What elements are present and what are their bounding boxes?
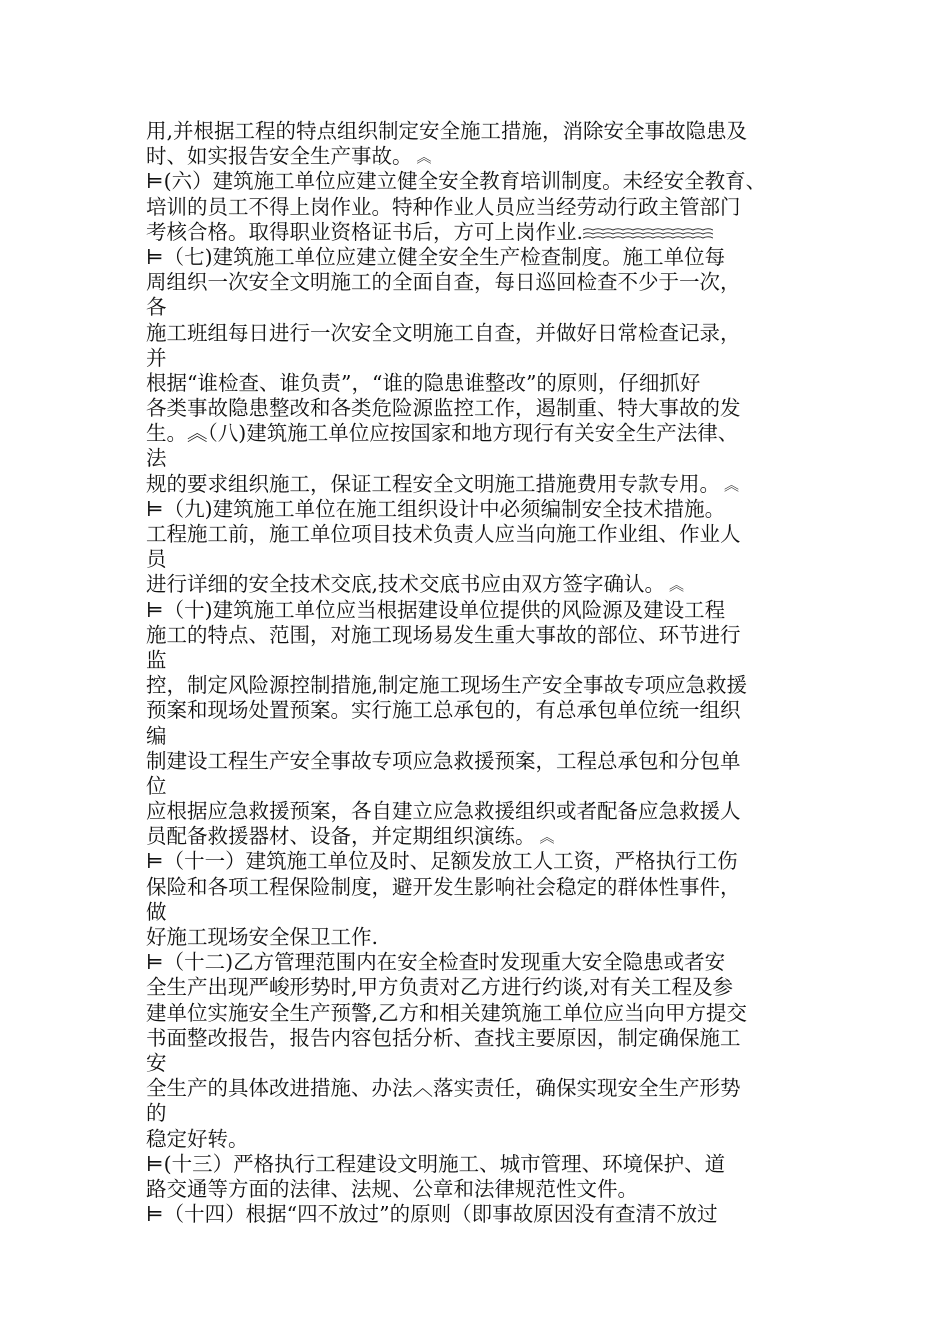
caret-mark-icon: ︽ bbox=[539, 828, 555, 847]
line-text: 好施工现场安全保卫工作. bbox=[146, 925, 379, 949]
text-line bbox=[146, 824, 826, 849]
text-line bbox=[146, 245, 826, 270]
line-text: 应根据应急救援预案，各自建立应急救援组织或者配备应急救援人 bbox=[146, 799, 741, 824]
text-line bbox=[146, 572, 826, 597]
wavy-underline-mark bbox=[583, 227, 713, 241]
line-text: 路交通等方面的法律、法规、公章和法律规范性文件。 bbox=[146, 1176, 638, 1201]
text-line bbox=[146, 1026, 826, 1051]
line-text: ⊨（十一）建筑施工单位及时、足额发放工人工资，严格执行工伤 bbox=[146, 849, 738, 874]
text-line bbox=[146, 270, 826, 295]
text-line bbox=[146, 220, 826, 245]
line-text: 生。︽（八)建筑施工单位应按国家和地方现行有关安全生产法律、 bbox=[146, 421, 739, 446]
line-text: 考核合格。取得职业资格证书后，方可上岗作业. bbox=[146, 219, 584, 244]
text-line bbox=[146, 144, 826, 169]
text-line bbox=[146, 1127, 826, 1152]
line-text: 根据“谁检查、谁负责”，“谁的隐患谁整改”的原则，仔细抓好 bbox=[146, 370, 701, 395]
line-text: 监 bbox=[146, 647, 167, 672]
line-text: 并 bbox=[146, 345, 167, 370]
text-line bbox=[146, 975, 826, 1000]
text-line bbox=[146, 749, 826, 774]
text-line bbox=[146, 598, 826, 623]
line-text: ⊨（九)建筑施工单位在施工组织设计中必须编制安全技术措施。 bbox=[146, 496, 726, 521]
line-text: ⊨（十)建筑施工单位应当根据建设单位提供的风险源及建设工程 bbox=[146, 597, 726, 622]
line-text: 预案和现场处置预案。实行施工总承包的，有总承包单位统一组织 bbox=[146, 698, 741, 723]
text-line bbox=[146, 925, 826, 950]
line-text: ⊨（十二)乙方管理范围内在安全检查时发现重大安全隐患或者安 bbox=[146, 950, 726, 975]
line-text: 做 bbox=[146, 899, 167, 924]
text-line bbox=[146, 1051, 826, 1076]
line-text: 进行详细的安全技术交底,技术交底书应由双方签字确认。 bbox=[146, 572, 666, 597]
text-line bbox=[146, 321, 826, 346]
line-text: 员配备救援器材、设备，并定期组织演练。 bbox=[146, 824, 536, 849]
line-text: 书面整改报告，报告内容包括分析、查找主要原因，制定确保施工 bbox=[146, 1025, 741, 1050]
text-line bbox=[146, 1101, 826, 1126]
line-text: 培训的员工不得上岗作业。特种作业人员应当经劳动行政主管部门 bbox=[146, 194, 741, 219]
text-line bbox=[146, 900, 826, 925]
text-line bbox=[146, 119, 826, 144]
text-line bbox=[146, 497, 826, 522]
line-text: 用,并根据工程的特点组织制定安全施工措施，消除安全事故隐患及 bbox=[146, 119, 748, 143]
line-text: 施工的特点、范围，对施工现场易发生重大事故的部位、环节进行 bbox=[146, 622, 741, 647]
line-text: 建单位实施安全生产预警,乙方和相关建筑施工单位应当向甲方提交 bbox=[146, 1000, 748, 1025]
caret-mark-icon: ︽ bbox=[724, 475, 740, 494]
text-line bbox=[146, 522, 826, 547]
caret-mark-icon: ︽ bbox=[416, 148, 432, 167]
line-text: 制建设工程生产安全事故专项应急救援预案，工程总承包和分包单 bbox=[146, 748, 741, 773]
line-text: 控，制定风险源控制措施,制定施工现场生产安全事故专项应急救援 bbox=[146, 673, 748, 698]
line-text: 稳定好转。 bbox=[146, 1126, 249, 1151]
text-line bbox=[146, 950, 826, 975]
text-line bbox=[146, 673, 826, 698]
text-line bbox=[146, 799, 826, 824]
text-line bbox=[146, 1076, 826, 1101]
text-line bbox=[146, 472, 826, 497]
text-line bbox=[146, 446, 826, 471]
line-text: 各类事故隐患整改和各类危险源监控工作，遏制重、特大事故的发 bbox=[146, 396, 741, 421]
text-line bbox=[146, 648, 826, 673]
text-line bbox=[146, 623, 826, 648]
text-line bbox=[146, 875, 826, 900]
text-line bbox=[146, 421, 826, 446]
text-line bbox=[146, 1001, 826, 1026]
text-line bbox=[146, 1202, 826, 1227]
text-line bbox=[146, 1177, 826, 1202]
text-line bbox=[146, 1152, 826, 1177]
line-text: 施工班组每日进行一次安全文明施工自查，并做好日常检查记录， bbox=[146, 320, 741, 345]
line-text: 全生产出现严峻形势时,甲方负责对乙方进行约谈,对有关工程及参 bbox=[146, 975, 734, 1000]
line-text: 的 bbox=[146, 1101, 167, 1126]
line-text: 法 bbox=[146, 446, 167, 471]
text-line bbox=[146, 774, 826, 799]
text-line bbox=[146, 346, 826, 371]
text-line bbox=[146, 547, 826, 572]
text-line bbox=[146, 849, 826, 874]
line-text: 员 bbox=[146, 547, 167, 572]
line-text: ⊨（七)建筑施工单位应建立健全安全生产检查制度。施工单位每 bbox=[146, 244, 726, 269]
line-text: 周组织一次安全文明施工的全面自查，每日巡回检查不少于一次， bbox=[146, 270, 741, 295]
text-line bbox=[146, 396, 826, 421]
line-text: 工程施工前，施工单位项目技术负责人应当向施工作业组、作业人 bbox=[146, 522, 741, 546]
line-text: ⊨(十三）严格执行工程建设文明施工、城市管理、环境保护、道 bbox=[146, 1151, 726, 1176]
text-line bbox=[146, 698, 826, 723]
line-text: 各 bbox=[146, 295, 167, 320]
line-text: 保险和各项工程保险制度，避开发生影响社会稳定的群体性事件， bbox=[146, 874, 741, 899]
caret-mark-icon: ︽ bbox=[669, 576, 685, 595]
text-line bbox=[146, 724, 826, 749]
text-line bbox=[146, 195, 826, 220]
line-text: 位 bbox=[146, 773, 167, 798]
line-text: 全生产的具体改进措施、办法︿落实责任，确保实现安全生产形势 bbox=[146, 1076, 741, 1101]
line-text: ⊨（十四）根据“四不放过”的原则（即事故原因没有查清不放过 bbox=[146, 1202, 718, 1227]
line-text: 时、如实报告安全生产事故。 bbox=[146, 144, 413, 169]
document-body bbox=[146, 119, 826, 1227]
line-text: ⊨(六）建筑施工单位应建立健全安全教育培训制度。未经安全教育、 bbox=[146, 169, 767, 194]
text-line bbox=[146, 295, 826, 320]
text-line bbox=[146, 169, 826, 194]
line-text: 编 bbox=[146, 723, 167, 748]
text-line bbox=[146, 371, 826, 396]
line-text: 规的要求组织施工，保证工程安全文明施工措施费用专款专用。 bbox=[146, 471, 720, 496]
line-text: 安 bbox=[146, 1050, 167, 1075]
